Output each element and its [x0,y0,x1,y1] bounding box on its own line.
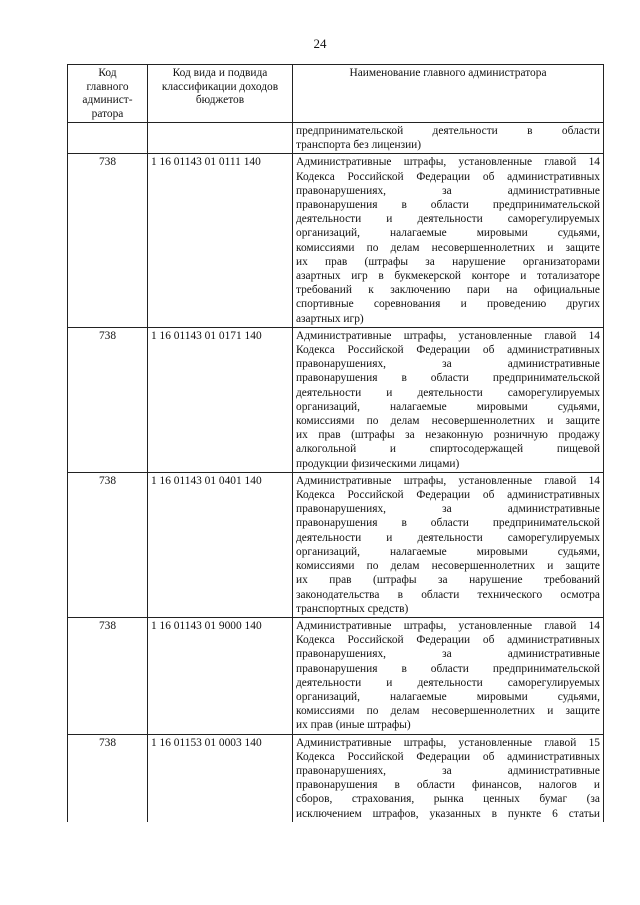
text-line: комиссиями по делам несовершеннолетних и защите [296,415,600,428]
text-line: требований к заключению пари на официальные [296,284,600,297]
header-admin-name: Наименование главного администратора [293,65,604,123]
text-line: спортивные соревнования и проведению других [296,298,600,311]
text-line: правонарушения в области предпринимательской [296,517,600,530]
table-row [68,154,604,327]
text-line: Административные штрафы, установленные главой 15 [296,736,600,749]
revenue-classification-table [67,64,604,822]
classification-code-cell: 1 16 01143 01 0111 140 [148,154,293,327]
text-line: правонарушения в области финансов, налогов и [296,779,600,792]
text-line: Кодекса Российской Федерации об административных [296,634,600,647]
text-line: их прав (штрафы за нарушение организаторами [296,255,600,268]
text-line: сборов, страхования, рынка ценных бумаг (за [296,793,600,806]
text-line: их прав (штрафы за незаконную розничную продажу [296,429,600,442]
admin-name-cell [293,327,604,472]
header-admin-code: Код главного админист- ратора [68,65,148,123]
text-line: законодательства в области технического осмотра [296,588,600,601]
text-line: их прав (иные штрафы) [296,719,411,732]
classification-code-cell: 1 16 01153 01 0003 140 [148,734,293,822]
text-line: Кодекса Российской Федерации об административных [296,344,600,357]
text-line: азартных игр в букмекерской конторе и тотализаторе [296,270,600,283]
continuation-row [68,123,604,154]
text-line: комиссиями по делам несовершеннолетних и защите [296,705,600,718]
table-row [68,327,604,472]
page-number: 24 [313,36,327,51]
text-line: организаций, налагаемые мировыми судьями, [296,400,600,413]
text-line: их прав (штрафы за нарушение требований [296,574,600,587]
admin-code-cell: 738 [68,327,148,472]
table-row [68,472,604,617]
text-line: Административные штрафы, установленные главой 14 [296,619,600,632]
text-line: организаций, налагаемые мировыми судьями, [296,545,600,558]
admin-code-cell: 738 [68,734,148,822]
text-line: правонарушения в области предпринимательской [296,662,600,675]
text-line: комиссиями по делам несовершеннолетних и защите [296,560,600,573]
text-line: деятельности и деятельности саморегулируемых [296,386,600,399]
text-line: правонарушениях, за административные [296,503,600,516]
text-line: правонарушения в области предпринимательской [296,372,600,385]
text-line: правонарушениях, за административные [296,648,600,661]
classification-code-cell: 1 16 01143 01 9000 140 [148,617,293,734]
text-line: правонарушениях, за административные [296,358,600,371]
header-classification-code: Код вида и подвида классификации доходов бюджетов [148,65,293,123]
table-header-row [68,65,604,123]
text-line: транспортных средств) [296,602,409,615]
admin-name-cell [293,734,604,822]
admin-code-cell: 738 [68,154,148,327]
text-line: организаций, налагаемые мировыми судьями, [296,227,600,240]
text-line: правонарушения в области предпринимательской [296,199,600,212]
text-line: Кодекса Российской Федерации об административных [296,170,600,183]
admin-name-cell [293,472,604,617]
continuation-text: предпринимательской деятельности в области транспорта без лицензии) [293,123,604,154]
text-line: деятельности и деятельности саморегулируемых [296,213,600,226]
admin-name-cell [293,617,604,734]
classification-code-cell: 1 16 01143 01 0401 140 [148,472,293,617]
text-line: правонарушениях, за административные [296,184,600,197]
text-line: комиссиями по делам несовершеннолетних и защите [296,241,600,254]
text-line: продукции физическими лицами) [296,457,460,470]
table-row [68,617,604,734]
text-line: правонарушениях, за административные [296,764,600,777]
admin-name-cell [293,154,604,327]
text-line: алкогольной и спиртосодержащей пищевой [296,443,600,456]
text-line: Административные штрафы, установленные главой 14 [296,474,600,487]
admin-code-cell: 738 [68,472,148,617]
classification-code-cell: 1 16 01143 01 0171 140 [148,327,293,472]
text-line: азартных игр) [296,312,364,325]
text-line: Административные штрафы, установленные главой 14 [296,329,600,342]
text-line: исключением штрафов, указанных в пункте 6 статьи [296,807,600,820]
table-row [68,734,604,822]
text-line: деятельности и деятельности саморегулируемых [296,531,600,544]
text-line: Кодекса Российской Федерации об административных [296,489,600,502]
text-line: Кодекса Российской Федерации об административных [296,750,600,763]
text-line: Административные штрафы, установленные главой 14 [296,156,600,169]
text-line: деятельности и деятельности саморегулируемых [296,676,600,689]
admin-code-cell: 738 [68,617,148,734]
text-line: организаций, налагаемые мировыми судьями, [296,690,600,703]
